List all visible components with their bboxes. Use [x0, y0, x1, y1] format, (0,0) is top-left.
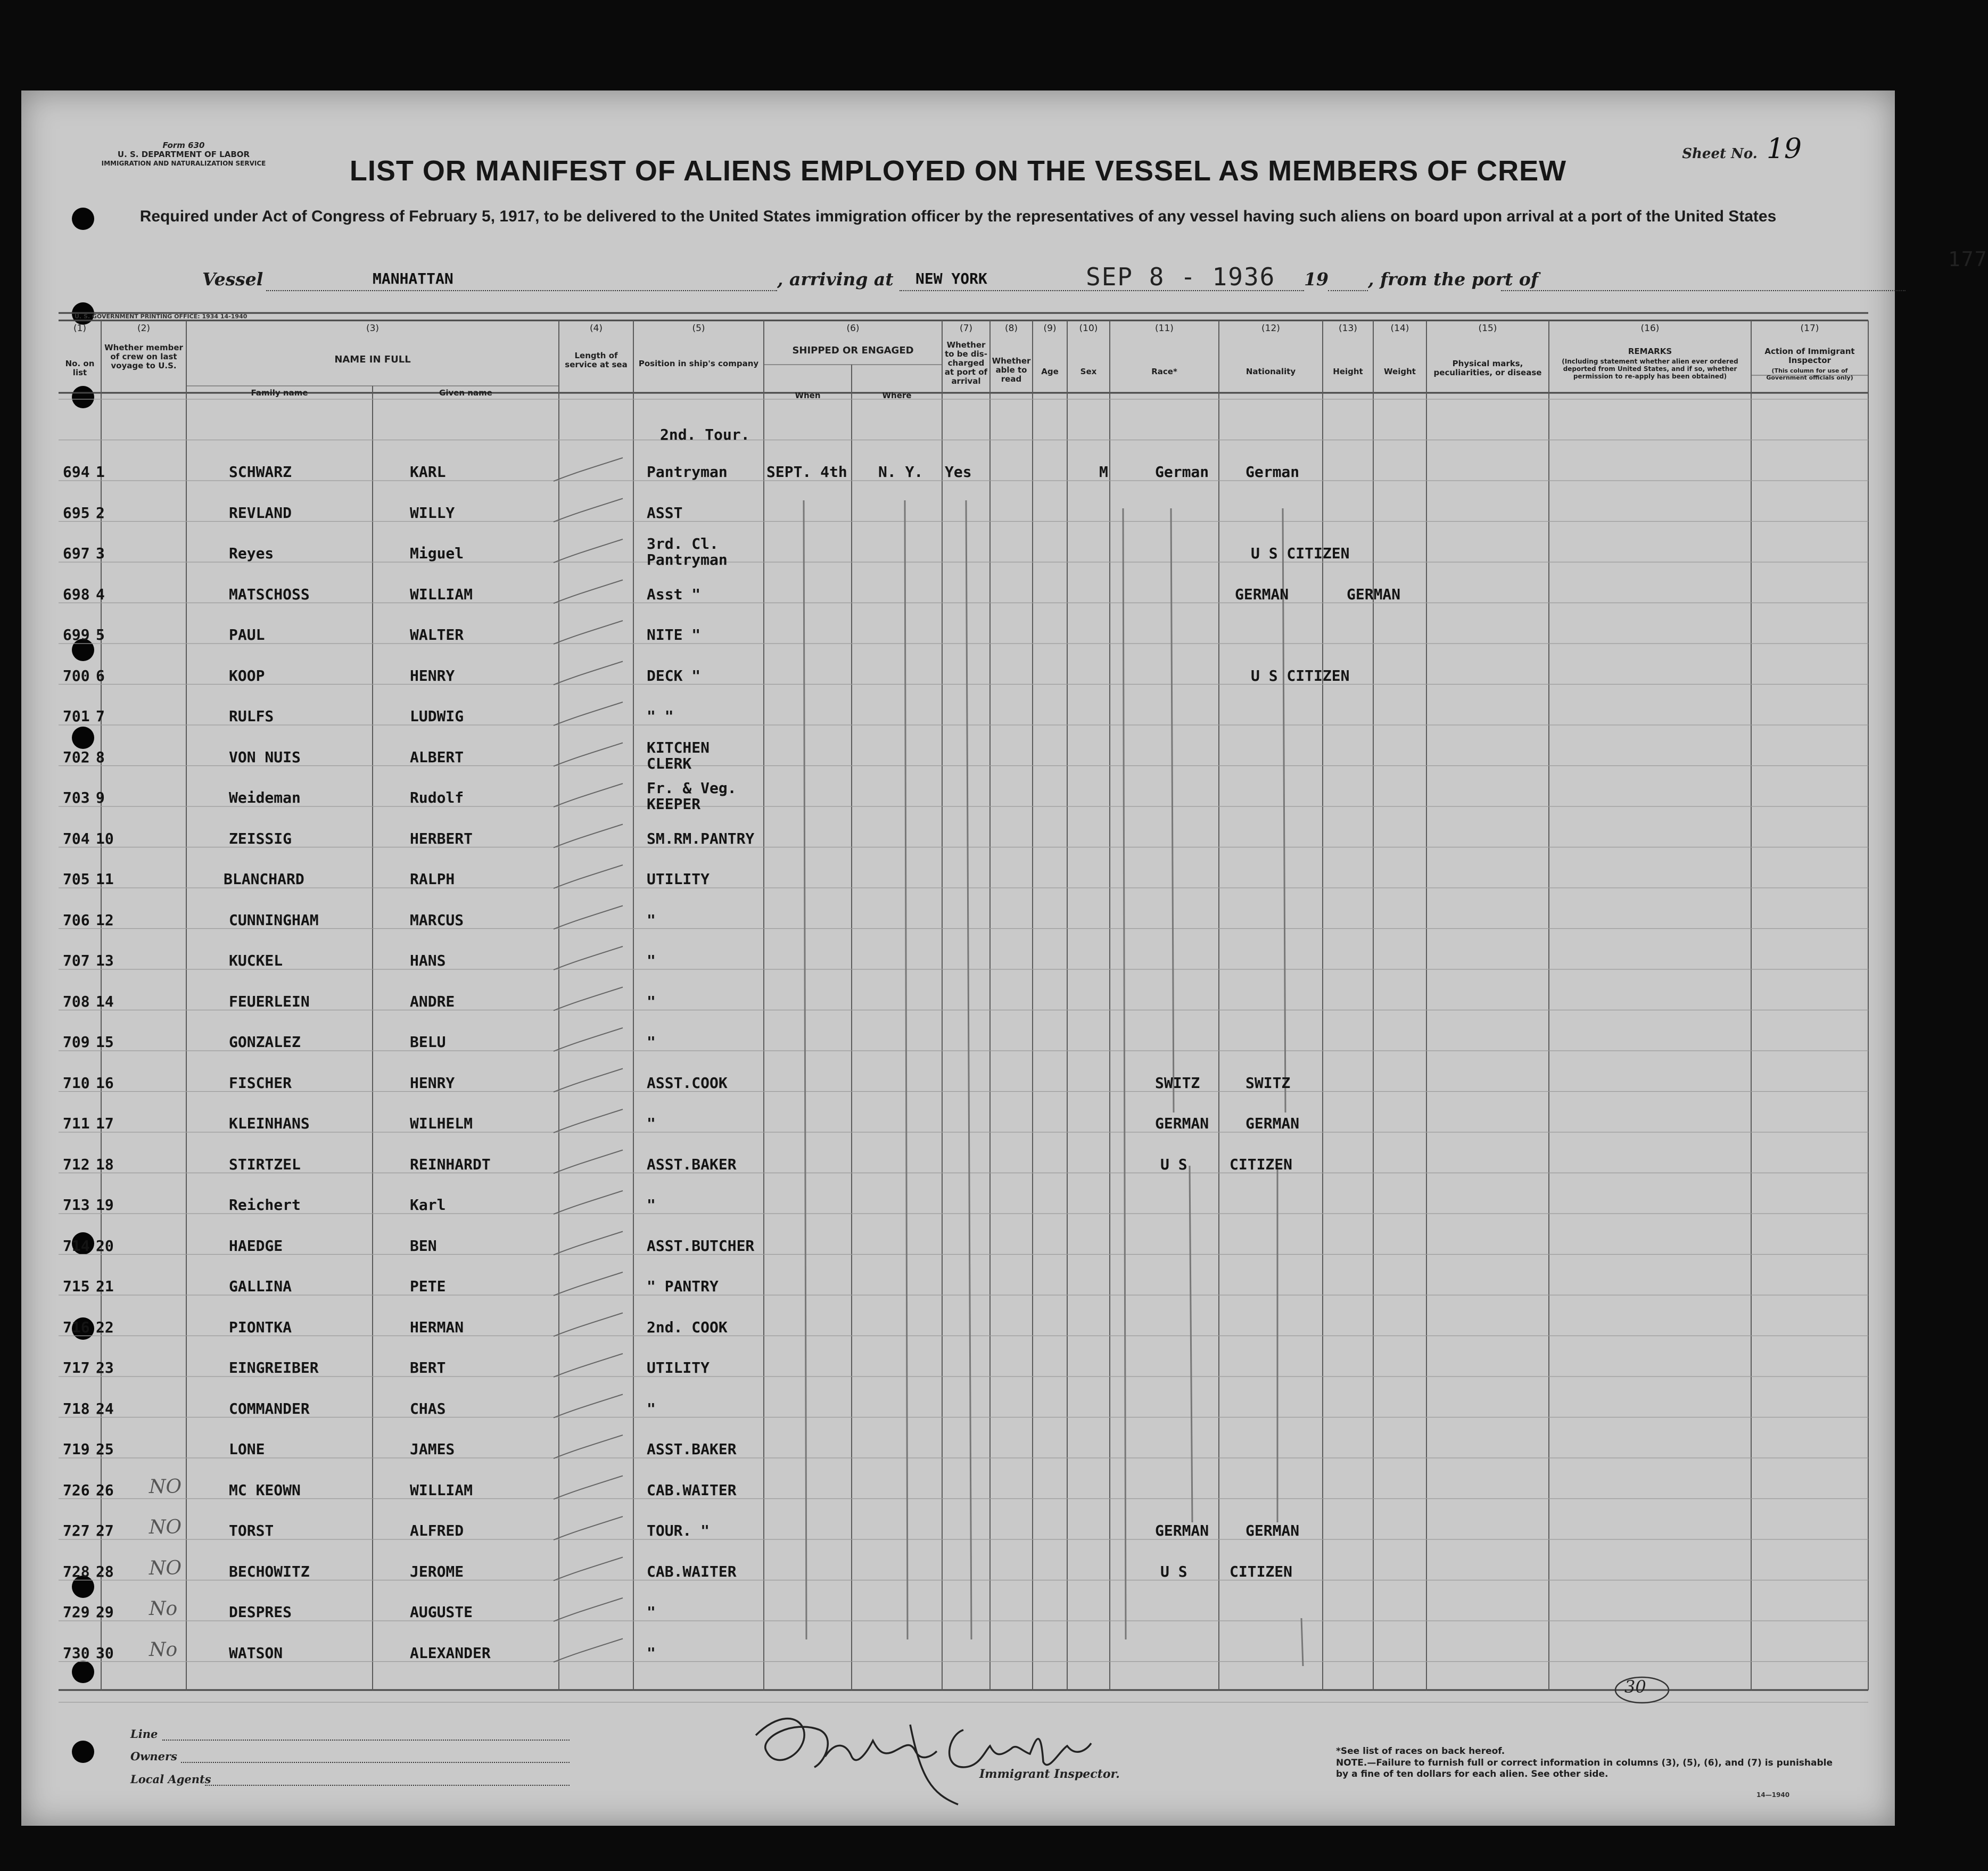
row-serial: 719: [63, 1440, 90, 1458]
row-serial: 729: [63, 1603, 90, 1621]
row-family-name: Reyes: [229, 545, 274, 562]
row-previous-voyage: NO: [149, 1476, 182, 1498]
row-family-name: DESPRES: [229, 1603, 292, 1621]
col-number: (12): [1261, 323, 1280, 334]
length-of-service-tick: [554, 539, 623, 563]
footer-agents-label: Local Agents: [130, 1773, 211, 1786]
row-serial: 709: [63, 1033, 90, 1051]
row-race: U S: [1160, 1562, 1187, 1580]
row-list-number: 22: [96, 1318, 114, 1336]
row-given-name: CHAS: [410, 1399, 446, 1417]
row-race: German: [1155, 463, 1209, 481]
row-family-name: KUCKEL: [229, 952, 283, 969]
row-family-name: KLEINHANS: [229, 1115, 310, 1132]
row-position: ": [647, 1399, 656, 1417]
header-length-of-service: Length of service at sea: [565, 351, 628, 369]
col-number: (1): [73, 323, 87, 334]
row-position: ASST.BAKER: [647, 1440, 737, 1458]
row-position: Pantryman: [647, 463, 728, 481]
row-family-name: COMMANDER: [229, 1399, 310, 1417]
row-serial: 703: [63, 789, 90, 806]
row-serial: 712: [63, 1155, 90, 1173]
row-position: ": [647, 1196, 656, 1214]
row-position: 2nd. COOK: [647, 1318, 728, 1336]
length-of-service-tick: [554, 1232, 623, 1255]
length-of-service-tick: [554, 1109, 623, 1133]
row-family-name: RULFS: [229, 707, 274, 725]
row-discharged: Yes: [945, 463, 972, 481]
row-shipped-when: SEPT. 4th: [766, 463, 847, 481]
row-given-name: MARCUS: [410, 911, 464, 929]
col-number: (6): [846, 323, 860, 334]
length-of-service-tick: [554, 1598, 623, 1621]
row-given-name: JEROME: [410, 1562, 464, 1580]
header-given-name: Given name: [439, 388, 492, 398]
footer-line-label: Line: [130, 1727, 158, 1741]
length-of-service-tick: [554, 1395, 623, 1418]
row-given-name: BERT: [410, 1359, 446, 1377]
row-list-number: 5: [96, 626, 105, 644]
row-list-number: 28: [96, 1562, 114, 1580]
header-sex: Sex: [1080, 367, 1097, 376]
row-position-line2: CLERK: [647, 754, 692, 772]
header-name-in-full: NAME IN FULL: [334, 354, 411, 365]
row-serial: 707: [63, 952, 90, 969]
length-of-service-tick: [554, 458, 623, 481]
row-serial: 701: [63, 707, 90, 725]
sheet-number-value: 19: [1766, 133, 1802, 165]
row-position: ASST: [647, 504, 683, 522]
col-number: (5): [692, 323, 705, 334]
col-number: (7): [959, 323, 973, 334]
row-given-name: HANS: [410, 952, 446, 969]
row-serial: 697: [63, 545, 90, 562]
header-previous-voyage: Whether member of crew on last voyage to U.S.: [104, 343, 183, 370]
length-of-service-tick: [554, 1272, 623, 1296]
row-shipped-where: N. Y.: [878, 463, 923, 481]
header-race: Race*: [1151, 367, 1177, 376]
row-family-name: SCHWARZ: [229, 463, 292, 481]
row-list-number: 3: [96, 545, 105, 562]
year-label: 19: [1304, 269, 1329, 290]
row-list-number: 21: [96, 1277, 114, 1295]
row-position: UTILITY: [647, 870, 710, 888]
length-of-service-tick: [554, 621, 623, 644]
row-list-number: 4: [96, 585, 105, 603]
row-serial: 714: [63, 1237, 90, 1255]
row-given-name: JAMES: [410, 1440, 455, 1458]
header-discharged: Whether to be dis-charged at port of arrival: [944, 340, 988, 386]
row-serial: 711: [63, 1115, 90, 1132]
col-number: (11): [1155, 323, 1174, 334]
row-position: " ": [647, 707, 674, 725]
row-family-name: ZEISSIG: [229, 829, 292, 847]
length-of-service-tick: [554, 1191, 623, 1214]
header-physical-marks: Physical marks, peculiarities, or disease: [1433, 359, 1542, 377]
row-previous-voyage: NO: [149, 1557, 182, 1579]
row-given-name: ANDRE: [410, 992, 455, 1010]
row-position: NITE ": [647, 626, 701, 644]
footer-owners-label: Owners: [130, 1750, 177, 1763]
row-serial: 700: [63, 666, 90, 685]
header-family-name: Family name: [251, 388, 308, 398]
row-position: ": [647, 952, 656, 969]
row-serial: 710: [63, 1074, 90, 1092]
header-remarks: REMARKS: [1628, 347, 1672, 356]
row-list-number: 19: [96, 1196, 114, 1214]
header-able-to-read: Whether able to read: [992, 356, 1031, 384]
length-of-service-tick: [554, 1476, 623, 1499]
length-of-service-tick: [554, 906, 623, 929]
row-given-name: ALFRED: [410, 1522, 464, 1539]
row-list-number: 14: [96, 992, 114, 1010]
row-serial: 715: [63, 1277, 90, 1295]
row-list-number: 15: [96, 1033, 114, 1051]
row-position: ASST.BUTCHER: [647, 1237, 755, 1255]
row-given-name: ALBERT: [410, 748, 464, 766]
row-serial: 694: [63, 463, 90, 481]
row-serial: 695: [63, 504, 90, 522]
row-list-number: 7: [96, 707, 105, 725]
row-previous-voyage: No: [149, 1598, 178, 1620]
row-nationality: German: [1245, 463, 1300, 481]
row-position: ": [647, 911, 656, 929]
row-serial: 708: [63, 992, 90, 1010]
row-given-name: WILHELM: [410, 1115, 473, 1132]
row-given-name: HERBERT: [410, 829, 473, 847]
row-list-number: 20: [96, 1237, 114, 1255]
row-serial: 699: [63, 626, 90, 644]
row-family-name: KOOP: [229, 666, 265, 685]
length-of-service-tick: [554, 580, 623, 604]
inspector-label: Immigrant Inspector.: [979, 1767, 1120, 1781]
length-of-service-tick: [554, 784, 623, 807]
row-list-number: 11: [96, 870, 114, 888]
service-name: IMMIGRATION AND NATURALIZATION SERVICE: [101, 160, 266, 167]
row-serial: 726: [63, 1481, 90, 1499]
col-number: (9): [1043, 323, 1057, 334]
print-code: 14—1940: [1756, 1791, 1790, 1799]
length-of-service-tick: [554, 1354, 623, 1377]
row-position: " PANTRY: [647, 1277, 719, 1295]
header-when: When: [795, 391, 821, 400]
row-serial: 705: [63, 870, 90, 888]
row-position: ASST.BAKER: [647, 1155, 737, 1173]
row-list-number: 6: [96, 666, 105, 685]
row-nationality: GERMAN: [1245, 1522, 1300, 1539]
row-position: ": [647, 1115, 656, 1132]
arriving-port: NEW YORK: [915, 270, 987, 287]
row-position: Fr. & Veg.: [647, 779, 737, 797]
row-given-name: BEN: [410, 1237, 437, 1255]
row-family-name: PIONTKA: [229, 1318, 292, 1336]
row-family-name: MATSCHOSS: [229, 585, 310, 603]
row-position: 3rd. Cl.: [647, 535, 719, 553]
col-number: (14): [1390, 323, 1409, 334]
row-list-number: 2: [96, 504, 105, 522]
row-list-number: 1: [96, 463, 105, 481]
length-of-service-tick: [554, 1313, 623, 1337]
row-list-number: 25: [96, 1440, 114, 1458]
row-given-name: WILLY: [410, 504, 455, 522]
header-position: Position in ship's company: [638, 359, 759, 368]
row-family-name: BLANCHARD: [224, 870, 304, 888]
length-of-service-tick: [554, 1150, 623, 1174]
department-name: U. S. DEPARTMENT OF LABOR: [117, 150, 250, 159]
document-title: LIST OR MANIFEST OF ALIENS EMPLOYED ON THE VESSEL AS MEMBERS OF CREW: [349, 155, 1567, 187]
row-position: UTILITY: [647, 1359, 710, 1377]
row-given-name: Rudolf: [410, 789, 464, 806]
row-family-name: Weideman: [229, 789, 301, 806]
row-position: ": [647, 1644, 656, 1662]
row-list-number: 18: [96, 1155, 114, 1173]
row-serial: 704: [63, 829, 90, 847]
circled-count: 30: [1624, 1677, 1646, 1697]
row-position: TOUR. ": [647, 1522, 710, 1539]
row-list-number: 12: [96, 911, 114, 929]
row-list-number: 23: [96, 1359, 114, 1377]
header-age: Age: [1041, 367, 1059, 376]
length-of-service-tick: [554, 1069, 623, 1092]
row-race: GERMAN: [1235, 585, 1289, 603]
row-nationality: GERMAN: [1347, 585, 1401, 603]
sheet-number-label: Sheet No.: [1682, 146, 1758, 162]
row-given-name: WILLIAM: [410, 585, 473, 603]
row-given-name: Karl: [410, 1196, 446, 1214]
row-family-name: GONZALEZ: [229, 1033, 301, 1051]
header-remarks-note: (Including statement whether alien ever ordered deported from United States, and if so, whether permission to re-apply has been obtained): [1562, 358, 1738, 380]
header-height: Height: [1333, 367, 1363, 376]
row-list-number: 16: [96, 1074, 114, 1092]
length-of-service-tick: [554, 743, 623, 766]
row-family-name: REVLAND: [229, 504, 292, 522]
document-subtitle: Required under Act of Congress of February 5, 1917, to be delivered to the United States immigration officer by the representatives of any vessel having such aliens on board upon arrival at a port of the United States: [139, 208, 1777, 225]
row-family-name: EINGREIBER: [229, 1359, 319, 1377]
length-of-service-tick: [554, 1028, 623, 1051]
row-citizen-note: U S CITIZEN: [1251, 666, 1350, 685]
length-of-service-tick: [554, 662, 623, 685]
row-position: Asst ": [647, 585, 701, 603]
manifest-sheet: [21, 90, 1988, 1826]
header-weight: Weight: [1384, 367, 1416, 376]
row-given-name: WILLIAM: [410, 1481, 473, 1499]
row-list-number: 27: [96, 1522, 114, 1539]
row-family-name: TORST: [229, 1522, 274, 1539]
row-serial: 730: [63, 1644, 90, 1662]
length-of-service-tick: [554, 987, 623, 1011]
length-of-service-tick: [554, 1557, 623, 1581]
row-given-name: BELU: [410, 1033, 446, 1051]
from-port-label: , from the port of: [1368, 269, 1539, 290]
row-citizen-note: U S CITIZEN: [1251, 545, 1350, 562]
row-given-name: PETE: [410, 1277, 446, 1295]
row-family-name: PAUL: [229, 626, 265, 644]
row-given-name: KARL: [410, 463, 446, 481]
row-serial: 727: [63, 1522, 90, 1539]
penalty-note: NOTE.—Failure to furnish full or correct information in columns (3), (5), (6), and (7) is punishable by a fine of ten dollars for each alien. See other side.: [1336, 1758, 1833, 1779]
row-list-number: 9: [96, 789, 105, 806]
races-note: *See list of races on back hereof.: [1336, 1746, 1505, 1757]
row-given-name: HENRY: [410, 666, 455, 685]
row-serial: 698: [63, 585, 90, 603]
row-position: SM.RM.PANTRY: [647, 829, 755, 847]
row-given-name: REINHARDT: [410, 1155, 491, 1173]
vessel-label: Vessel: [202, 269, 263, 290]
row-given-name: WALTER: [410, 626, 464, 644]
header-nationality: Nationality: [1245, 367, 1296, 376]
col-number: (2): [137, 323, 151, 334]
row-position: ": [647, 1033, 656, 1051]
row-nationality: CITIZEN: [1230, 1562, 1293, 1580]
row-family-name: FISCHER: [229, 1074, 292, 1092]
row-serial: 717: [63, 1359, 90, 1377]
row-family-name: FEUERLEIN: [229, 992, 310, 1010]
row-given-name: Miguel: [410, 545, 464, 562]
row-family-name: BECHOWITZ: [229, 1562, 310, 1580]
header-inspector-action: Action of Immigrant Inspector: [1764, 347, 1855, 365]
row-given-name: RALPH: [410, 870, 455, 888]
row-given-name: LUDWIG: [410, 707, 464, 725]
col-number: (13): [1339, 323, 1357, 334]
row-position-line2: KEEPER: [647, 795, 701, 813]
row-position: DECK ": [647, 666, 701, 685]
row-serial: 716: [63, 1318, 90, 1336]
row-list-number: 13: [96, 952, 114, 969]
row-position-line2: Pantryman: [647, 551, 728, 568]
row-serial: 706: [63, 911, 90, 929]
row-list-number: 30: [96, 1644, 114, 1662]
row-nationality: CITIZEN: [1230, 1155, 1293, 1173]
col-number: (10): [1079, 323, 1098, 334]
row-given-name: ALEXANDER: [410, 1644, 491, 1662]
row-serial: 718: [63, 1399, 90, 1417]
row-serial: 713: [63, 1196, 90, 1214]
col-number: (16): [1640, 323, 1660, 334]
row-nationality: SWITZ: [1245, 1074, 1291, 1092]
col-number: (15): [1478, 323, 1497, 334]
header-inspector-note: (This column for use of Government officials only): [1766, 367, 1853, 381]
length-of-service-tick: [554, 1435, 623, 1458]
pre-entry-note: 2nd. Tour.: [660, 426, 750, 443]
length-of-service-tick: [554, 865, 623, 888]
vessel-name: MANHATTAN: [373, 270, 453, 287]
col-number: (4): [589, 323, 603, 334]
row-position: ": [647, 992, 656, 1010]
printing-office-note: U. S. GOVERNMENT PRINTING OFFICE: 1934 14-1940: [75, 313, 248, 320]
row-given-name: AUGUSTE: [410, 1603, 473, 1621]
length-of-service-tick: [554, 1516, 623, 1540]
row-family-name: Reichert: [229, 1196, 301, 1214]
row-family-name: GALLINA: [229, 1277, 292, 1295]
arrival-date-stamp: SEP 8 - 1936: [1086, 262, 1276, 291]
inspector-signature: [735, 1693, 1123, 1815]
header-shipped-engaged: SHIPPED OR ENGAGED: [792, 345, 914, 356]
length-of-service-tick: [554, 702, 623, 726]
row-family-name: VON NUIS: [229, 748, 301, 766]
row-nationality: GERMAN: [1245, 1115, 1300, 1132]
row-race: SWITZ: [1155, 1074, 1200, 1092]
row-position: CAB.WAITER: [647, 1481, 737, 1499]
row-sex: M: [1099, 463, 1108, 481]
header-no-on-list: No. on list: [65, 359, 95, 377]
length-of-service-tick: [554, 499, 623, 522]
row-race: GERMAN: [1155, 1522, 1209, 1539]
row-family-name: LONE: [229, 1440, 265, 1458]
length-of-service-tick: [554, 1639, 623, 1662]
arriving-label: , arriving at: [777, 269, 894, 290]
row-family-name: WATSON: [229, 1644, 283, 1662]
length-of-service-tick: [554, 825, 623, 848]
row-position: ": [647, 1603, 656, 1621]
row-race: U S: [1160, 1155, 1187, 1173]
row-previous-voyage: NO: [149, 1516, 182, 1538]
row-list-number: 10: [96, 829, 114, 847]
row-family-name: STIRTZEL: [229, 1155, 301, 1173]
row-race: GERMAN: [1155, 1115, 1209, 1132]
row-family-name: CUNNINGHAM: [229, 911, 319, 929]
row-previous-voyage: No: [149, 1638, 178, 1661]
col-number: (8): [1004, 323, 1018, 334]
length-of-service-tick: [554, 946, 623, 970]
row-list-number: 26: [96, 1481, 114, 1499]
row-position: KITCHEN: [647, 738, 710, 756]
row-family-name: HAEDGE: [229, 1237, 283, 1255]
col-number: (3): [366, 323, 380, 334]
row-list-number: 24: [96, 1399, 114, 1417]
row-serial: 728: [63, 1562, 90, 1580]
row-given-name: HERMAN: [410, 1318, 464, 1336]
row-position: ASST.COOK: [647, 1074, 728, 1092]
row-family-name: MC KEOWN: [229, 1481, 301, 1499]
row-list-number: 29: [96, 1603, 114, 1621]
row-serial: 702: [63, 748, 90, 766]
row-list-number: 8: [96, 748, 105, 766]
col-number: (17): [1800, 323, 1819, 334]
row-list-number: 17: [96, 1115, 114, 1132]
row-given-name: HENRY: [410, 1074, 455, 1092]
header-where: Where: [882, 391, 912, 400]
row-position: CAB.WAITER: [647, 1562, 737, 1580]
form-number: Form 630: [162, 141, 205, 150]
stamp-number: 177: [1948, 248, 1988, 271]
